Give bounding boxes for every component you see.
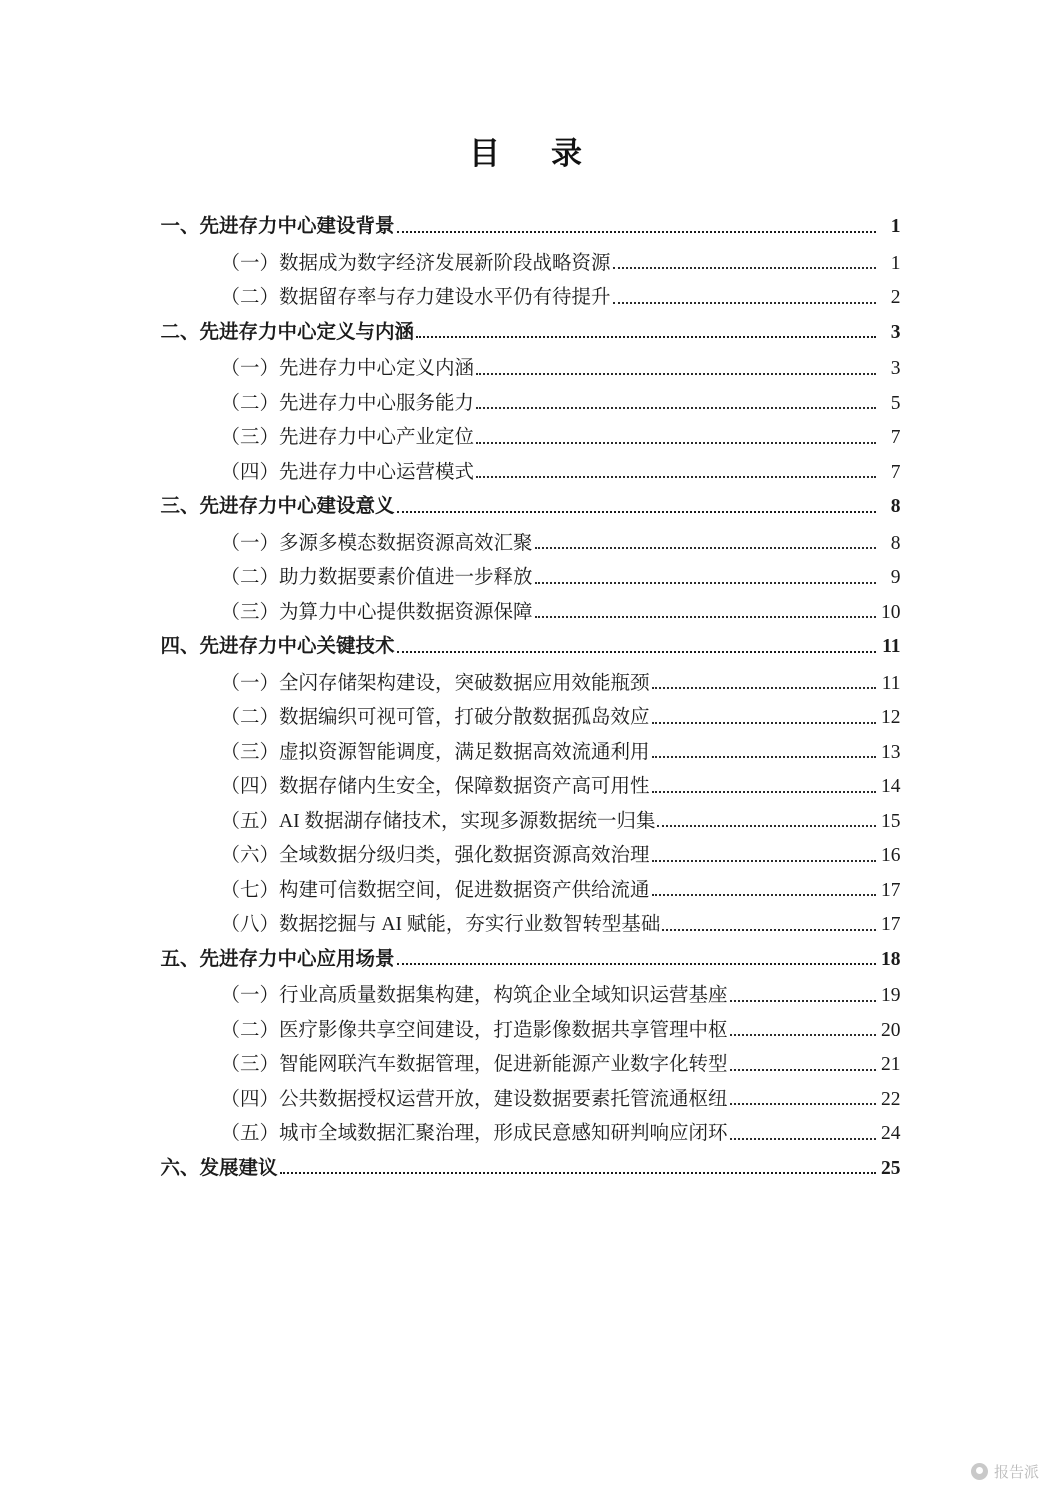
toc-leader-dots <box>397 963 876 965</box>
toc-entry[interactable] <box>161 637 901 657</box>
toc-entry-page-number: 19 <box>881 985 901 1006</box>
toc-entry-label: （四）公共数据授权运营开放，建设数据要素托管流通枢纽 <box>220 1088 728 1110</box>
toc-entry-label: （三）智能网联汽车数据管理，促进新能源产业数字化转型 <box>220 1054 728 1075</box>
toc-entry-label: 二、先进存力中心定义与内涵 <box>160 321 415 343</box>
toc-leader-dots <box>613 302 876 304</box>
toc-entry-label: （三）虚拟资源智能调度，满足数据高效流通利用 <box>220 741 650 763</box>
toc-entry[interactable] <box>161 603 901 623</box>
toc-entry[interactable] <box>161 1021 901 1041</box>
toc-entry-page-number: 17 <box>881 879 901 901</box>
toc-entry-label: （二）数据编织可视可管，打破分散数据孤岛效应 <box>220 707 650 728</box>
toc-entry-page-number: 13 <box>881 741 901 763</box>
toc-entry-page-number: 1 <box>890 216 901 237</box>
toc-entry[interactable] <box>161 568 901 588</box>
toc-entry-page-number: 14 <box>881 776 901 797</box>
toc-leader-dots <box>730 1069 876 1071</box>
toc-leader-dots <box>397 651 876 653</box>
toc-entry-label: （七）构建可信数据空间，促进数据资产供给流通 <box>220 879 650 901</box>
toc-leader-dots <box>535 582 876 584</box>
toc-leader-dots <box>730 1000 876 1002</box>
toc-entry-label: （六）全域数据分级归类，强化数据资源高效治理 <box>220 845 650 866</box>
toc-entry[interactable] <box>161 915 901 935</box>
toc-entry-page-number: 7 <box>890 461 901 483</box>
toc-entry-page-number: 22 <box>881 1088 901 1110</box>
toc-leader-dots <box>652 722 876 724</box>
toc-entry-label: 四、先进存力中心关键技术 <box>160 636 395 657</box>
toc-entry-label: （二）数据留存率与存力建设水平仍有待提升 <box>220 287 611 308</box>
toc-entry-page-number: 16 <box>881 845 901 866</box>
toc-leader-dots <box>397 231 876 233</box>
toc-entry[interactable] <box>161 394 901 414</box>
toc-leader-dots <box>730 1138 876 1140</box>
toc-entry-page-number: 15 <box>881 810 901 832</box>
toc-leader-dots <box>730 1103 876 1105</box>
toc-leader-dots <box>476 373 875 375</box>
toc-entry-page-number: 17 <box>881 914 901 935</box>
toc-entry-label: （一）数据成为数字经济发展新阶段战略资源 <box>220 252 611 274</box>
toc-entry[interactable] <box>161 1055 901 1075</box>
toc-entry-label: （二）助力数据要素价值进一步释放 <box>220 567 533 588</box>
table-of-contents <box>161 217 901 1178</box>
toc-entry-label: 一、先进存力中心建设背景 <box>160 216 395 237</box>
toc-entry[interactable] <box>161 881 901 901</box>
watermark <box>971 1461 1039 1482</box>
toc-entry[interactable] <box>161 217 901 237</box>
toc-leader-dots <box>652 894 876 896</box>
toc-leader-dots <box>280 1172 876 1174</box>
watermark-label: 报告派 <box>993 1464 1039 1481</box>
toc-leader-dots <box>397 511 876 513</box>
toc-leader-dots <box>476 407 875 409</box>
toc-entry-label: （五）城市全域数据汇聚治理，形成民意感知研判响应闭环 <box>220 1123 728 1144</box>
toc-leader-dots <box>613 267 876 269</box>
toc-entry[interactable] <box>161 674 901 694</box>
toc-entry-label: （一）多源多模态数据资源高效汇聚 <box>220 532 533 554</box>
toc-entry[interactable] <box>161 497 901 517</box>
toc-entry-page-number: 3 <box>890 321 901 343</box>
toc-entry-label: （一）全闪存储架构建设，突破数据应用效能瓶颈 <box>220 672 650 694</box>
toc-leader-dots <box>652 791 876 793</box>
toc-entry-page-number: 11 <box>882 636 901 657</box>
toc-entry-page-number: 12 <box>881 707 901 728</box>
toc-entry-page-number: 21 <box>881 1054 901 1075</box>
toc-entry-label: （一）行业高质量数据集构建，构筑企业全域知识运营基座 <box>220 985 728 1006</box>
toc-leader-dots <box>652 687 876 689</box>
toc-entry[interactable] <box>161 708 901 728</box>
toc-entry-label: （二）医疗影像共享空间建设，打造影像数据共享管理中枢 <box>220 1019 728 1041</box>
toc-entry-page-number: 5 <box>890 392 901 414</box>
toc-entry[interactable] <box>161 1159 901 1179</box>
toc-entry-page-number: 9 <box>890 567 901 588</box>
toc-entry[interactable] <box>161 288 901 308</box>
toc-entry[interactable] <box>161 359 901 379</box>
toc-leader-dots <box>535 616 876 618</box>
toc-entry-label: （四）先进存力中心运营模式 <box>220 461 475 483</box>
toc-leader-dots <box>652 860 876 862</box>
toc-entry-label: （三）为算力中心提供数据资源保障 <box>220 601 533 623</box>
toc-entry-page-number: 24 <box>881 1123 901 1144</box>
toc-entry[interactable] <box>161 986 901 1006</box>
toc-entry[interactable] <box>161 534 901 554</box>
toc-leader-dots <box>476 476 875 478</box>
toc-leader-dots <box>662 929 875 931</box>
toc-leader-dots <box>535 547 876 549</box>
toc-entry-label: （二）先进存力中心服务能力 <box>220 392 475 414</box>
toc-entry-page-number: 3 <box>890 358 901 379</box>
toc-entry-label: 三、先进存力中心建设意义 <box>160 496 395 517</box>
toc-entry[interactable] <box>161 846 901 866</box>
toc-entry-page-number: 18 <box>881 948 901 970</box>
toc-entry-label: （三）先进存力中心产业定位 <box>220 427 475 448</box>
toc-entry-page-number: 8 <box>890 496 901 517</box>
toc-entry-page-number: 1 <box>890 252 901 274</box>
toc-entry-page-number: 7 <box>890 427 901 448</box>
toc-entry[interactable] <box>161 1124 901 1144</box>
toc-entry-label: （一）先进存力中心定义内涵 <box>220 358 475 379</box>
toc-entry[interactable] <box>161 254 901 274</box>
toc-entry-page-number: 11 <box>881 672 901 694</box>
toc-entry-page-number: 25 <box>881 1157 901 1179</box>
toc-entry[interactable] <box>161 950 901 970</box>
toc-leader-dots <box>476 442 875 444</box>
toc-leader-dots <box>730 1034 876 1036</box>
toc-entry[interactable] <box>161 743 901 763</box>
toc-entry[interactable] <box>161 1090 901 1110</box>
toc-entry-label: （八）数据挖掘与 AI 赋能，夯实行业数智转型基础 <box>220 914 661 935</box>
toc-entry[interactable] <box>161 323 901 343</box>
toc-leader-dots <box>657 825 875 827</box>
toc-leader-dots <box>652 756 876 758</box>
toc-entry-label: 五、先进存力中心应用场景 <box>160 948 395 970</box>
toc-entry[interactable] <box>161 463 901 483</box>
toc-entry-page-number: 20 <box>881 1019 901 1041</box>
toc-entry[interactable] <box>161 777 901 797</box>
toc-entry-page-number: 10 <box>881 601 901 623</box>
toc-entry-label: （五）AI 数据湖存储技术，实现多源数据统一归集 <box>220 810 656 832</box>
toc-entry[interactable] <box>161 428 901 448</box>
page-title: 目 录 <box>469 136 592 171</box>
toc-leader-dots <box>416 336 875 338</box>
toc-entry-label: （四）数据存储内生安全，保障数据资产高可用性 <box>220 776 650 797</box>
toc-entry-page-number: 8 <box>890 532 901 554</box>
toc-entry-page-number: 2 <box>890 287 901 308</box>
toc-entry[interactable] <box>161 812 901 832</box>
watermark-logo-icon <box>971 1463 988 1480</box>
toc-entry-label: 六、发展建议 <box>160 1157 278 1179</box>
